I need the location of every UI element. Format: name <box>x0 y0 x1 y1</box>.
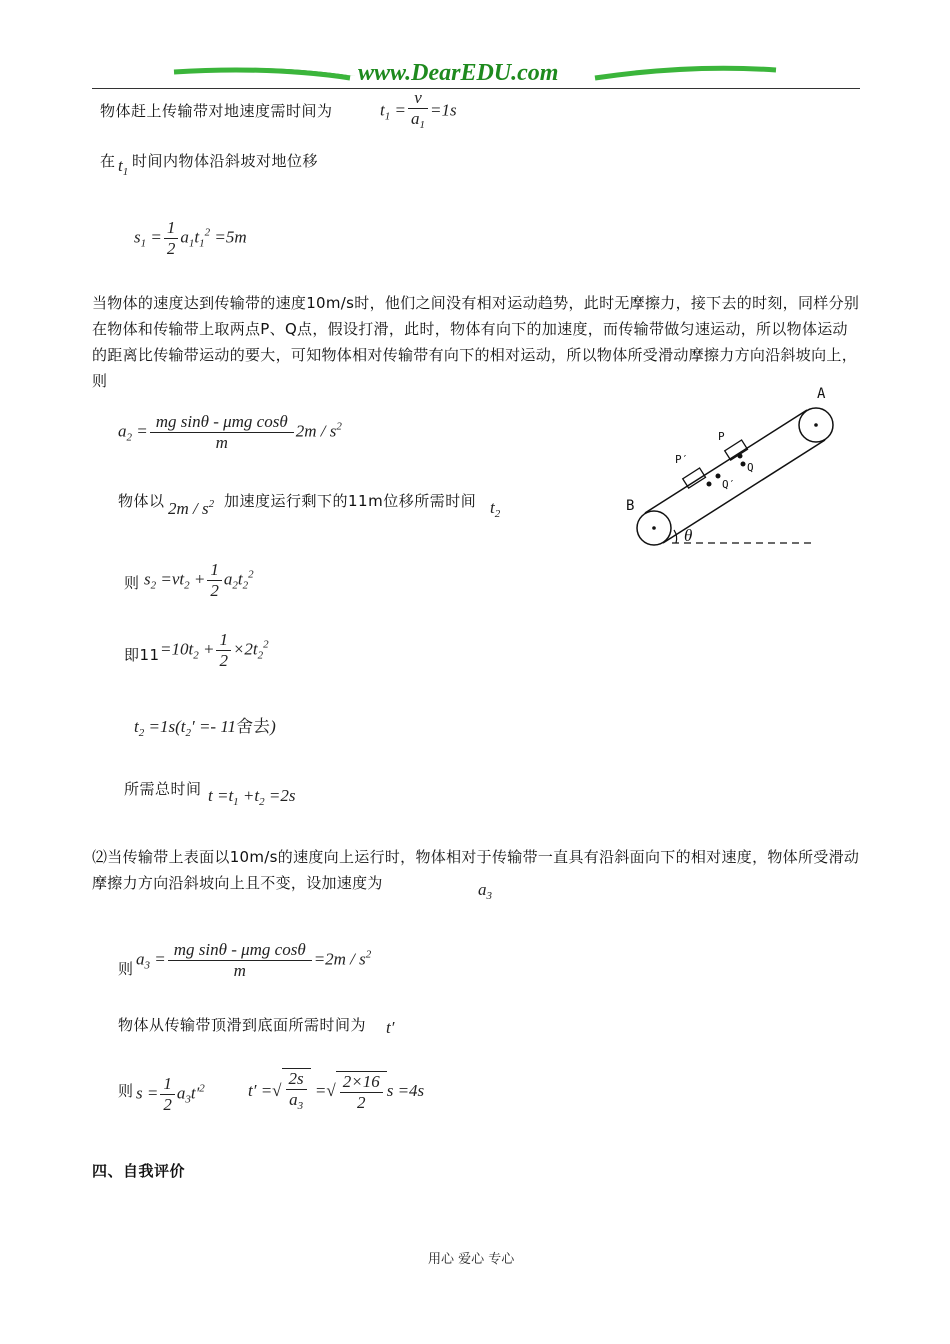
symbol-t2: $t_2$ <box>490 498 501 520</box>
formula-s1: $s_1$ = $\frac{1}{2}$ $a_1t_1^2 =5m$ <box>134 218 247 258</box>
text-line-2-post: 时间内物体沿斜坡对地位移 <box>132 152 319 170</box>
text-line-1: 物体赶上传输带对地速度需时间为 <box>100 102 333 120</box>
symbol-t-prime: t′ <box>386 1018 395 1037</box>
label-A: A <box>817 386 826 402</box>
label-B: B <box>626 498 635 514</box>
formula-a2: $a_2$ = $\frac{\text{mg sinθ - μmg cosθ}}{m}$ $2m / s^2$ <box>118 412 342 452</box>
text-line-11-pre: 则 <box>118 960 134 978</box>
logo-text: www.DearEDU.com <box>358 60 559 86</box>
paragraph-2: ⑵当传输带上表面以10m/s的速度向上运行时，物体相对于传输带一直具有沿斜面向下的相对速度，物体所受滑动摩擦力方向沿斜坡向上且不变，设加速度为 <box>92 848 860 892</box>
text-line-5-mid: 加速度运行剩下的11m位移所需时间 <box>224 492 477 510</box>
paragraph-1: 当物体的速度达到传输带的速度10m/s时，他们之间没有相对运动趋势，此时无摩擦力，接下去的时刻，同样分别在物体和传输带上取两点P、Q点，假设打滑，此时，物体有向下的加速度，而传输带做匀速运动，所以物体运动的距离比传输带运动的要大，可知物体相对传输带有向下的相对运动，所以物体所受滑动摩擦力方向沿斜坡向上，则 <box>92 294 860 390</box>
text-line-5-pre: 物体以 <box>118 492 165 510</box>
formula-s-distance: s = $\frac{1}{2}$ $a_3t'^2$ <box>136 1074 205 1114</box>
label-theta: θ <box>684 526 693 545</box>
text-line-2-pre: 在 <box>100 152 116 170</box>
text-line-6-pre: 则 <box>124 574 140 592</box>
formula-2ms2: $2m / s^2$ <box>168 498 215 518</box>
formula-equation-11: $=10t_2$ + $\frac{1}{2}$ $\times 2t_2^2$ <box>160 630 269 670</box>
formula-total-time: $t =t_1 +t_2 =2s$ <box>208 786 296 808</box>
formula-s2: $s_2 =vt_2$ + $\frac{1}{2}$ $a_2t_2^2$ <box>144 560 254 600</box>
conveyor-belt-figure <box>610 380 850 560</box>
formula-t1: $t_1$ = $\frac{v}{a_1}$ =1s <box>380 88 457 131</box>
footer-text: 用心 爱心 专心 <box>428 1252 515 1267</box>
header-rule <box>92 88 860 89</box>
formula-t2-result: $t_2 =1s(t_2' =- 11$舍去) <box>134 717 276 739</box>
label-Q: Q <box>747 461 754 474</box>
label-Q-prime: Q′ <box>722 478 736 491</box>
formula-a3: $a_3$ = $\frac{\text{mg sinθ - μmg cosθ}}{m}$ $=2m / s^2$ <box>136 940 372 980</box>
formula-t-prime: t′ =√ $\frac{2s}{a_3}$ =√ $\frac{2\times 16}{2}$ s =4s <box>248 1068 424 1116</box>
text-line-9-pre: 所需总时间 <box>124 780 202 798</box>
symbol-a3: $a_3$ <box>478 880 492 902</box>
header-logo <box>170 58 780 92</box>
label-P: P <box>718 430 725 443</box>
text-line-12: 物体从传输带顶滑到底面所需时间为 <box>118 1016 367 1034</box>
label-P-prime: P′ <box>675 453 689 466</box>
symbol-t1: $t_1$ <box>118 156 129 178</box>
text-line-13-pre: 则 <box>118 1082 134 1100</box>
section-heading: 四、自我评价 <box>92 1162 186 1180</box>
text-line-7-pre: 即11 <box>124 646 160 664</box>
conveyor-diagram <box>610 380 850 560</box>
